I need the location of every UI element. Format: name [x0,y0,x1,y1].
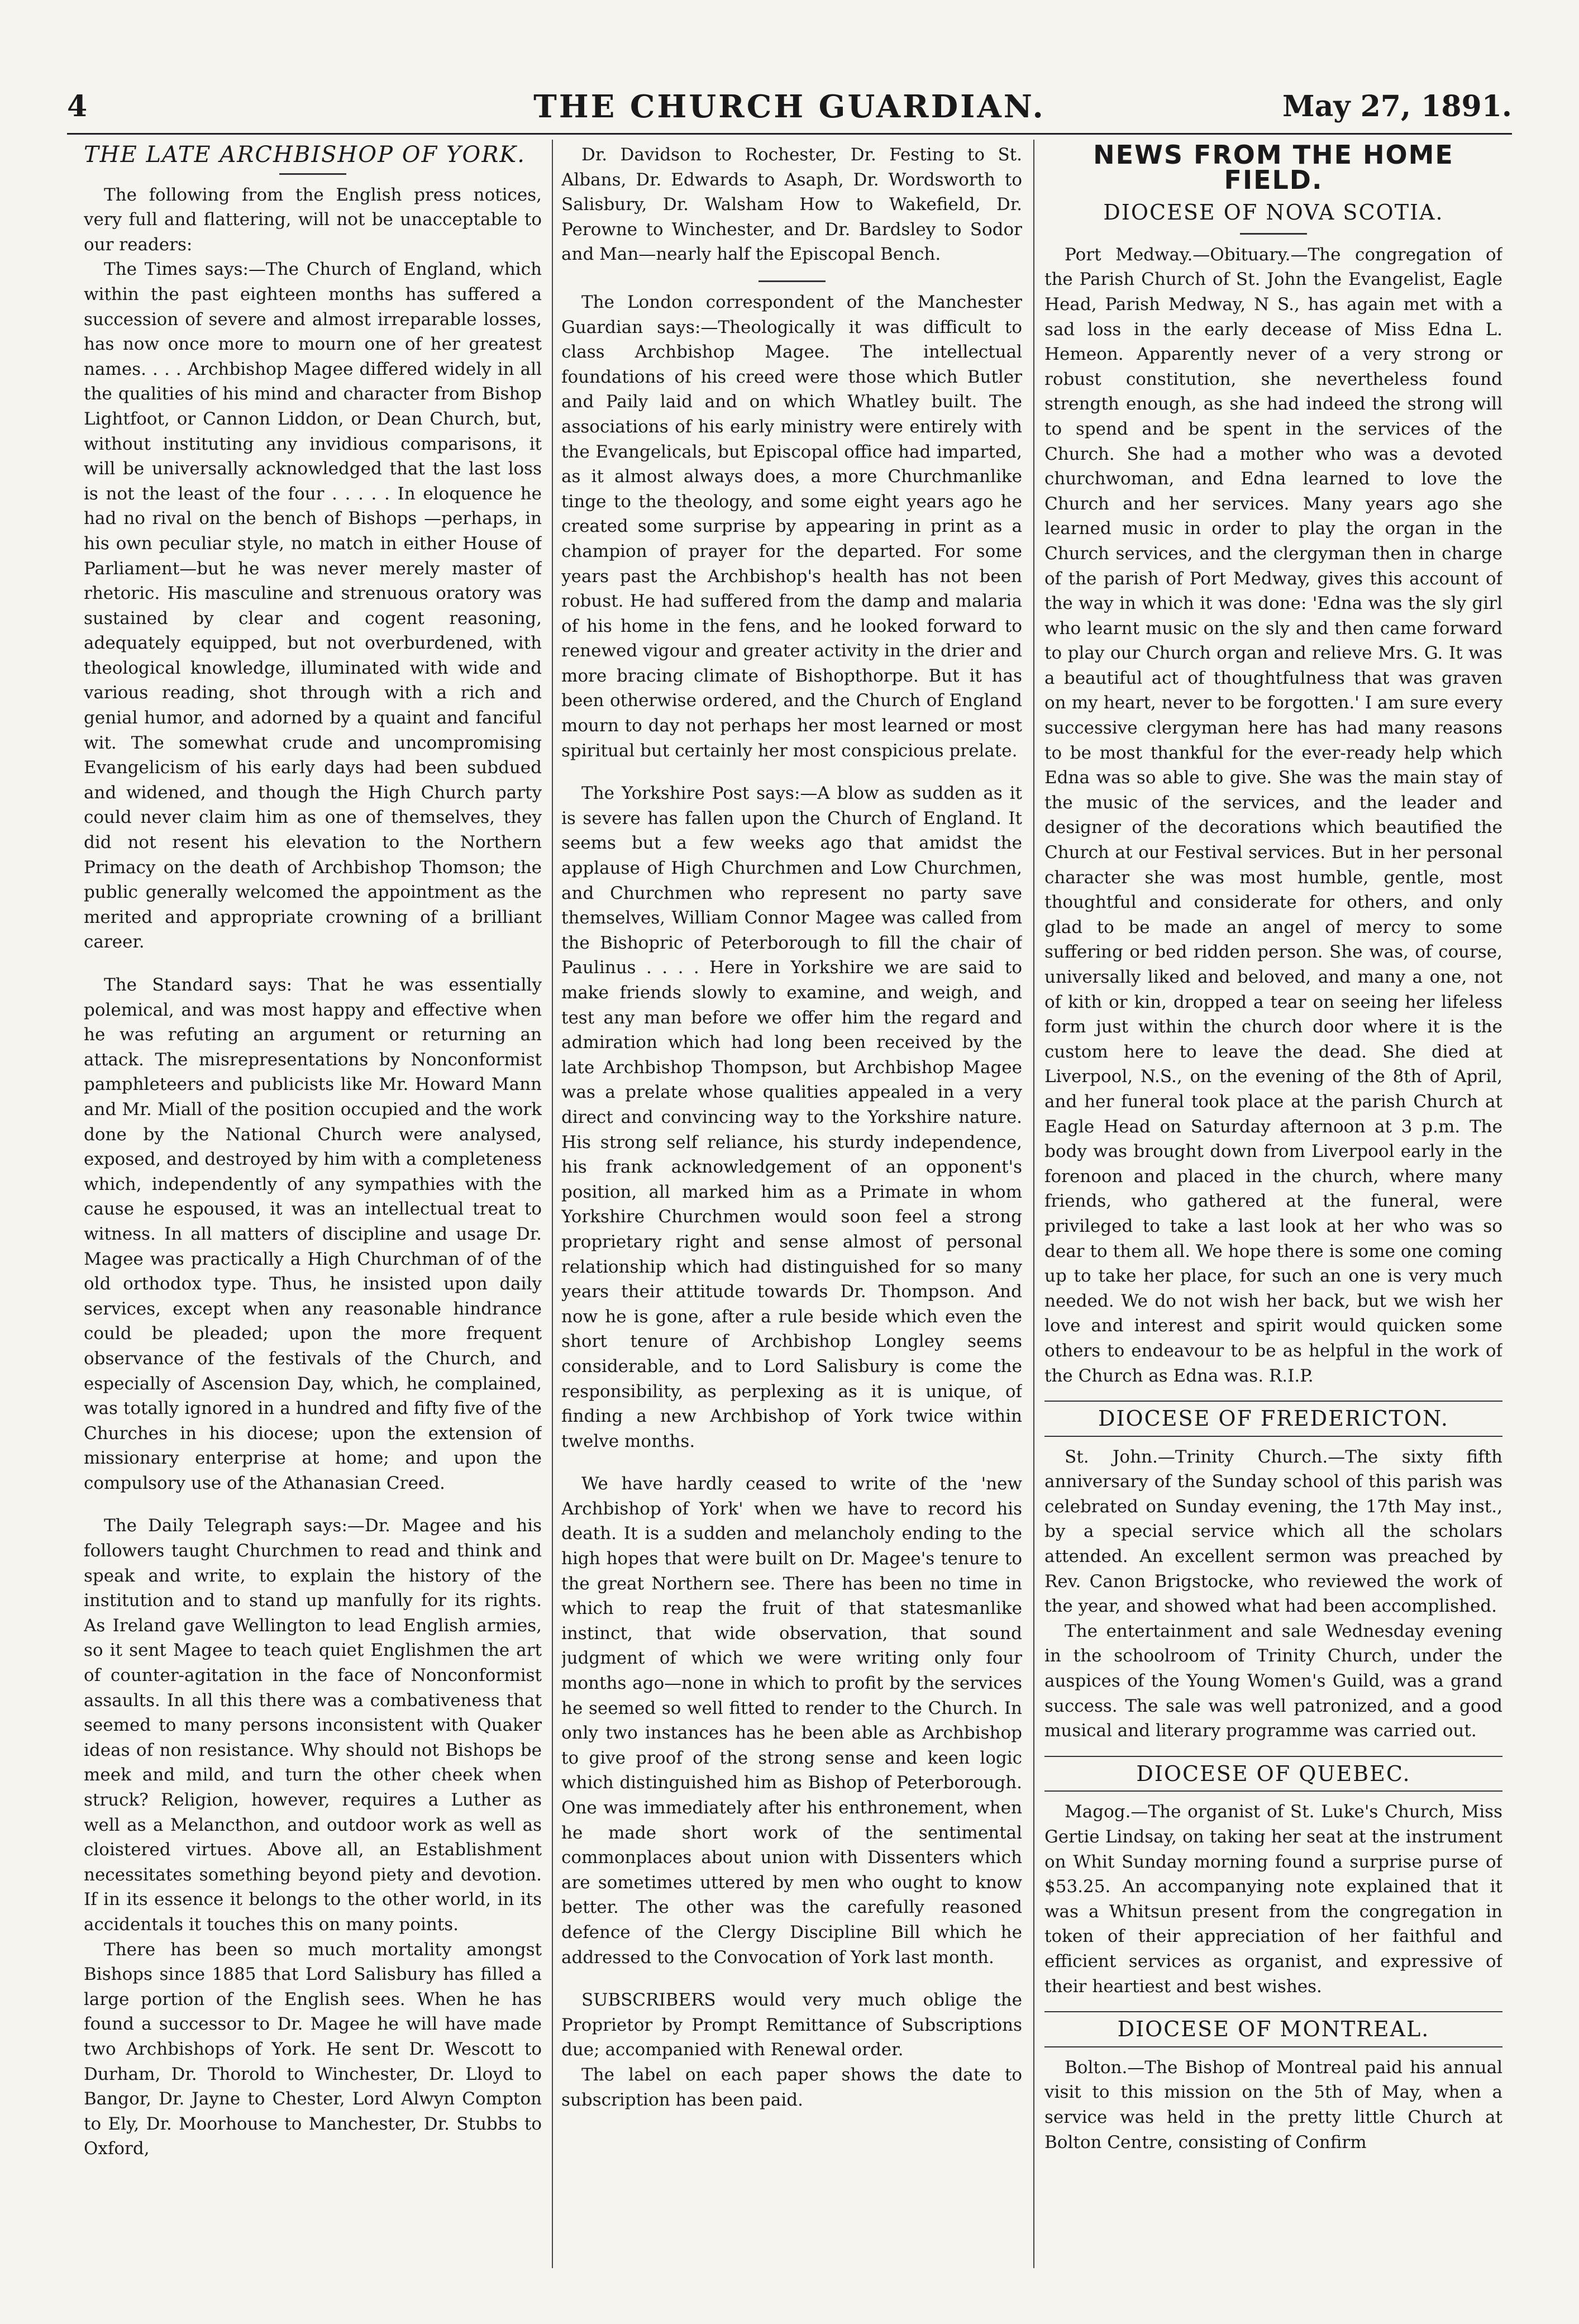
masthead [67,84,1512,134]
section-rule [1240,233,1307,235]
news-paragraph: Port Medway.—Obituary.—The congregation of the Parish Church of St. John the Evangelist, Eagle Head, Parish Medway, N S., has again met with a sad loss in the early decease of Miss Edna L. Hemeon. Apparently never of a very strong or robust constitution, she nevertheless found strength enough, as she had indeed the strong will to spend and be spent in the services of the Church. She had a mother who was a devoted churchwoman, and Edna learned to love the Church and her services. Many years ago she learned music in order to play the organ in the Church services, and the clergyman then in charge of the parish of Port Medway, gives this account of the way in which it was done: 'Edna was the sly girl who learnt music on the sly and then came forward to play our Church organ and relieve Mrs. G. It was a beautiful act of thoughtfulness that was graven on my heart, never to be forgotten.' I am sure every successive clergyman here has had many reasons to be most thankful for the ever-ready help which Edna was so able to give. She was the main stay of the music of the services, and the leader and designer of the decorations which beautified the Church at our Festival services. But in her personal character she was most humble, gentle, most thoughtful and considerate for others, and only glad to be made an angel of mercy to some suffering or bed ridden person. She was, of course, universally liked and beloved, and many a one, not of kith or kin, dropped a tear on seeing her lifeless form just within the church door where it is the custom here to leave the dead. She died at Liverpool, N.S., on the evening of the 8th of April, and her funeral took place at the parish Church at Eagle Head on Saturday afternoon at 3 p.m. The body was brought down from Liverpool early in the forenoon and placed in the church, where many friends, who gathered at the funeral, were privileged to take a last look at her who was so dear to them all. We hope there is some one coming up to take her place, for such an one is very much needed. We do not wish her back, but we wish her love and interest and spirit would quicken some others to endeavour to be as helpful in the work of the Church as Edna was. R.I.P. [1044,244,1502,1386]
column-1 [84,142,542,2265]
news-paragraph: Bolton.—The Bishop of Montreal paid his annual visit to this mission on the 5th of May, when a service was held in the pretty little Church at Bolton Centre, consisting of Confirm [1044,2057,1502,2152]
column-2 [561,142,1022,2265]
news-paragraph: St. John.—Trinity Church.—The sixty fifth anniversary of the Sunday school of this parish was celebrated on Sunday evening, the 17th May inst., by a special service which all the scholars attended. An excellent sermon was preached by Rev. Canon Brigstocke, who reviewed the work of the year, and showed what had been accomplished. [1044,1446,1502,1617]
news-paragraph: The entertainment and sale Wednesday evening in the schoolroom of Trinity Church, under the auspices of the Young Women's Guild, was a grand success. The sale was well patronized, and a good musical and literary programme was carried out. [1044,1621,1502,1741]
title-rule [279,173,346,175]
article-paragraph: The Yorkshire Post says:—A blow as sudden as it is severe has fallen upon the Church of England. It seems but a few weeks ago that amidst the applause of High Churchmen and Low Churchmen, and Churchmen who represent no party save themselves, William Connor Magee was called from the Bishopric of Peterborough to fill the chair of Paulinus . . . . Here in Yorkshire we are said to make friends slowly to examine, and weigh, and test any man before we offer him the regard and admiration which had long been received by the late Archbishop Thompson, but Archbishop Magee was a prelate whose qualities appealed in a very direct and convincing way to the Yorkshire nature. His strong self reliance, his sturdy independence, his frank acknowledgement of an opponent's position, all marked him as a Primate in whom Yorkshire Churchmen would soon feel a strong proprietary right and sense almost of personal relationship which had distinguished for so many years their attitude towards Dr. Thompson. And now he is gone, after a rule beside which even the short tenure of Archbishop Longley seems considerable, and to Lord Salisbury is come the responsibility, as perplexing as it is unique, of finding a new Archbishop of York twice within twelve months. [561,783,1022,1451]
diocese-heading: DIOCESE OF NOVA SCOTIA. [1103,200,1444,225]
issue-date: May 27, 1891. [1282,89,1512,123]
article-paragraph: There has been so much mortality amongst Bishops since 1885 that Lord Salisbury has filled a large portion of the English sees. When he has found a successor to Dr. Magee he will have made two Archbishops of York. He sent Dr. Wescott to Durham, Dr. Thorold to Winchester, Dr. Lloyd to Bangor, Dr. Jayne to Chester, Lord Alwyn Compton to Ely, Dr. Moorhouse to Manchester, Dr. Stubbs to Oxford, [84,1939,542,2159]
news-paragraph: Magog.—The organist of St. Luke's Church, Miss Gertie Lindsay, on taking her seat at the instrument on Whit Sunday morning found a surprise purse of $53.25. An accompanying note explained that it was a Whitsun present from the congregation in token of their appreciation of her faithful and efficient services as organist, and expressive of their heartiest and best wishes. [1044,1802,1502,1997]
diocese-heading: DIOCESE OF MONTREAL. [1044,2011,1502,2047]
notice-paragraph: SUBSCRIBERS would very much oblige the Proprietor by Prompt Remittance of Subscriptions due; accompanied with Renewal order. [561,1990,1022,2060]
section-title: NEWS FROM THE HOME FIELD. [1093,142,1454,195]
header-rule [67,133,1512,135]
notice-paragraph: The label on each paper shows the date to subscription has been paid. [561,2064,1022,2110]
diocese-heading: DIOCESE OF FREDERICTON. [1044,1401,1502,1437]
column-3 [1044,142,1502,2265]
article-paragraph: The London correspondent of the Manchester Guardian says:—Theologically it was difficult to class Archbishop Magee. The intellectual foundations of his creed were those which Butler and Paily laid and on which Whatley built. The associations of his early ministry were entirely with the Evangelicals, but Episcopal office had imparted, as it almost always does, a more Churchmanlike tinge to the theology, and some eight years ago he created some surprise by appearing in print as a champion of prayer for the departed. For some years past the Archbishop's health has not been robust. He had suffered from the damp and malaria of his home in the fens, and he looked forward to renewed vigour and greater activity in the drier and more bracing climate of Bishopthorpe. But it has been otherwise ordered, and the Church of England mourn to day not perhaps her most learned or most spiritual but certainly her most conspicious prelate. [561,292,1022,761]
article-paragraph: The Daily Telegraph says:—Dr. Magee and his followers taught Churchmen to read and think and speak and write, to explain the history of the institution and to stand up manfully for its rights. As Ireland gave Wellington to lead English armies, so it sent Magee to teach quiet Englishmen the art of counter-agitation in the face of Nonconformist assaults. In all this there was a combativeness that seemed to many persons inconsistent with Quaker ideas of non resistance. Why should not Bishops be meek and mild, and turn the other cheek when struck? Religion, however, requires a Luther as well as a Melancthon, and outdoor work as well as cloistered virtues. Above all, an Establishment necessitates something beyond piety and devotion. If in its essence it belongs to the other world, in its accidentals it touches this on many points. [84,1516,542,1935]
article-paragraph: We have hardly ceased to write of the 'new Archbishop of York' when we have to record his death. It is a sudden and melancholy ending to the high hopes that were built on Dr. Magee's tenure to the great Northern see. There has been no time in which to reap the fruit of that statesmanlike instinct, that wide observation, that sound judgment of which we were writing only four months ago—none in which to profit by the services he seemed so well fitted to render to the Church. In only two instances has he been able as Archbishop to give proof of the strong sense and keen logic which distinguished him as Bishop of Peterborough. One was immediately after his enthronement, when he made short work of the sentimental commonplaces about union with Dissenters which are sometimes uttered by men who ought to know better. The other was the carefully reasoned defence of the Clergy Discipline Bill which he addressed to the Convocation of York last month. [561,1474,1022,1968]
column-divider [1033,140,1034,2268]
paper-name: THE CHURCH GUARDIAN. [533,88,1046,125]
article-paragraph: The Standard says: That he was essentially polemical, and was most happy and effective when he was refuting an argument or returning an attack. The misrepresentations by Nonconformist pamphleteers and publicists like Mr. Howard Mann and Mr. Miall of the position occupied and the work done by the National Church were analysed, exposed, and destroyed by him with a completeness which, independently of any sympathies with the cause he espoused, it was an intellectual treat to witness. In all matters of discipline and usage Dr. Magee was practically a High Churchman of of the old orthodox type. Thus, he insisted upon daily services, except when any reasonable hindrance could be pleaded; upon the more frequent observance of the festivals of the Church, and especially of Ascension Day, which, he complained, was totally ignored in a hundred and fifty five of the Churches in his diocese; upon the extension of missionary enterprise at home; and upon the compulsory use of the Athanasian Creed. [84,975,542,1493]
article-paragraph: The Times says:—The Church of England, which within the past eighteen months has suffered a succession of severe and almost irreparable losses, has now once more to mourn one of her greatest names. . . . Archbishop Magee differed widely in all the qualities of his mind and character from Bishop Lightfoot, or Cannon Liddon, or Dean Church, but, without instituting any invidious comparisons, it will be universally acknowledged that the last loss is not the least of the four . . . . . In eloquence he had no rival on the bench of Bishops —perhaps, in his own peculiar style, no match in either House of Parliament—but he was never merely master of rhetoric. His masculine and strenuous oratory was sustained by clear and cogent reasoning, adequately equipped, but not overburdened, with theological knowledge, illuminated with wide and various reading, shot through with a rich and genial humor, and adorned by a quaint and fanciful wit. The somewhat crude and uncompromising Evangelicism of his early days had been subdued and widened, and though the High Church party could never claim him as one of themselves, they did not resent his elevation to the Northern Primacy on the death of Archbishop Thomson; the public generally welcomed the appointment as the merited and appropriate crowning of a brilliant career. [84,259,542,953]
diocese-heading: DIOCESE OF QUEBEC. [1044,1756,1502,1792]
column-divider [552,140,553,2268]
article-paragraph: Dr. Davidson to Rochester, Dr. Festing to St. Albans, Dr. Edwards to Asaph, Dr. Wordsworth to Salisbury, Dr. Walsham How to Wakefield, Dr. Perowne to Winchester, and Dr. Bardsley to Sodor and Man—nearly half the Episcopal Bench. [561,145,1022,265]
article-paragraph: The following from the English press notices, very full and flattering, will not be unacceptable to our readers: [84,184,542,255]
article-title: THE LATE ARCHBISHOP OF YORK. [84,142,526,168]
page-number: 4 [67,89,88,123]
section-rule [759,280,826,282]
